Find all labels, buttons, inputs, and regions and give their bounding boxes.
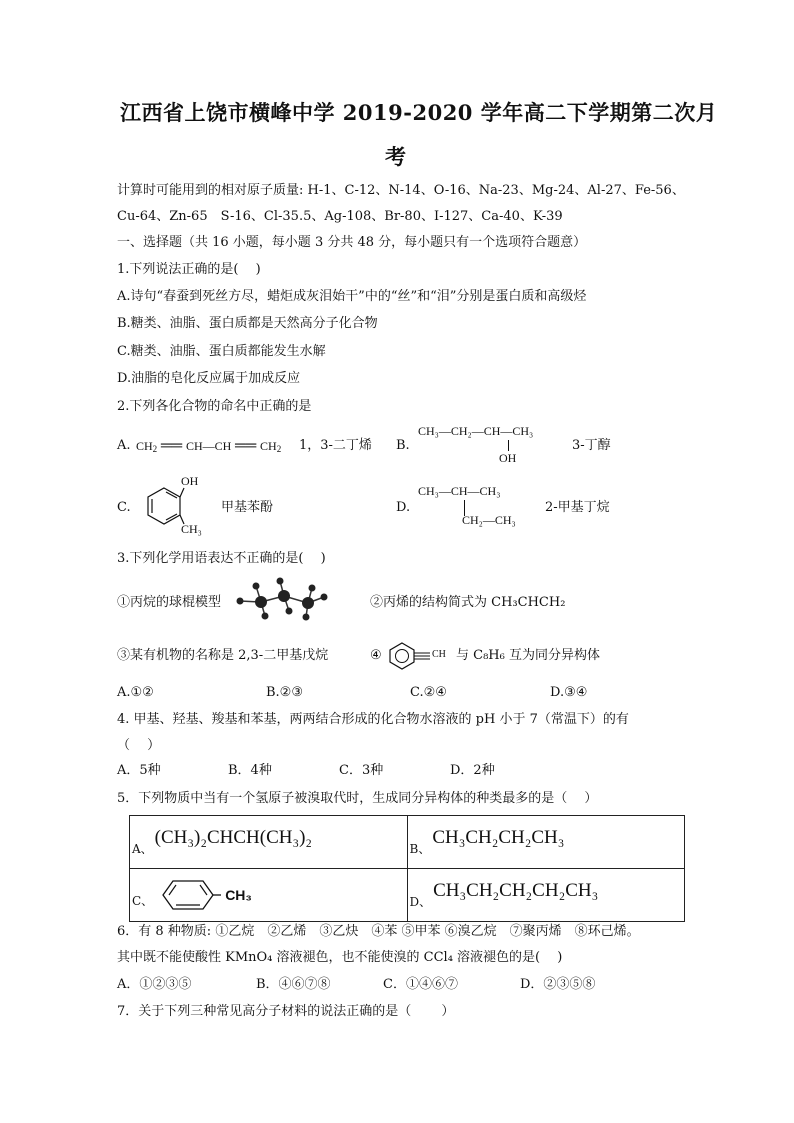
q3-item3: ③某有机物的名称是 2,3-二甲基戊烷 xyxy=(117,648,329,663)
q6-option-b: B．④⑥⑦⑧ xyxy=(256,977,331,992)
q3-option-d: D.③④ xyxy=(550,685,588,700)
q5-option-a: A、 (CH₃)₂CHCH(CH₃)₂ xyxy=(130,816,408,869)
q2-c-oh: OH xyxy=(181,474,199,488)
toluene-ring xyxy=(155,875,225,915)
benzene-ring xyxy=(148,488,180,524)
q3-option-c: C.②④ xyxy=(410,685,447,700)
q2-b-label: B. xyxy=(396,438,410,453)
q2-d-name: 2-甲基丁烷 xyxy=(545,500,610,515)
carbon-atom xyxy=(255,596,267,608)
atomic-masses-line2: Cu-64、Zn-65 S-16、Cl-35.5、Ag-108、Br-80、I-127、Ca-40、K-39 xyxy=(117,209,563,224)
page-title-continued: 考 xyxy=(385,144,407,169)
q3-option-b: B.②③ xyxy=(266,685,303,700)
q5-option-b: B、 CH₃CH₂CH₂CH₃ xyxy=(407,816,685,869)
q4-option-c: C．3种 xyxy=(339,763,384,778)
hydrogen-atom xyxy=(309,585,316,592)
q2-d-top: CH₃—CH—CH₃ xyxy=(418,484,501,498)
hydrogen-atom xyxy=(262,613,269,620)
q4-option-a: A．5种 xyxy=(117,763,161,778)
q3-item4-ch: CH xyxy=(432,649,446,660)
benzene-ring xyxy=(390,643,414,669)
q6-line2: 其中既不能使酸性 KMnO₄ 溶液褪色，也不能使溴的 CCl₄ 溶液褪色的是( ) xyxy=(117,950,563,965)
q1-option-b: B.糖类、油脂、蛋白质都是天然高分子化合物 xyxy=(117,316,378,331)
q2-b-chain: CH₃—CH₂—CH—CH₃ xyxy=(418,424,534,438)
aromatic-circle xyxy=(396,650,409,663)
q2-b-bond xyxy=(508,440,509,451)
q2-a-label: A. xyxy=(117,438,131,453)
q5-options-table xyxy=(129,815,685,922)
q3-stem: 3.下列化学用语表达不正确的是( ) xyxy=(117,551,326,566)
q2-b-oh: OH xyxy=(499,451,517,465)
q5-a-formula: (CH₃)₂CHCH(CH₃)₂ xyxy=(154,827,313,848)
hydrogen-atom xyxy=(303,614,310,621)
q5-d-formula: CH₃CH₂CH₂CH₂CH₃ xyxy=(433,880,599,901)
carbon-atom xyxy=(302,597,314,609)
q2-stem: 2.下列各化合物的命名中正确的是 xyxy=(117,399,312,414)
q2-c-ch3: CH₃ xyxy=(181,522,202,536)
hydrogen-atom xyxy=(321,594,328,601)
q4-option-d: D．2种 xyxy=(450,763,495,778)
q1-stem: 1.下列说法正确的是( ) xyxy=(117,262,261,277)
q2-d-bottom: CH₂—CH₃ xyxy=(462,513,516,527)
q1-option-c: C.糖类、油脂、蛋白质都能发生水解 xyxy=(117,344,326,359)
q3-item4-prefix: ④ xyxy=(370,648,382,663)
q2-c-name: 甲基苯酚 xyxy=(221,500,274,515)
q3-item4-suffix: 与 C₈H₆ 互为同分异构体 xyxy=(456,648,600,663)
section-heading: 一、选择题（共 16 小题，每小题 3 分共 48 分，每小题只有一个选项符合题意） xyxy=(117,235,587,250)
page-title: 江西省上饶市横峰中学 2019-2020 学年高二下学期第二次月 xyxy=(120,100,718,125)
q5-stem: 5．下列物质中当有一个氢原子被溴取代时，生成同分异构体的种类最多的是（ ） xyxy=(117,791,598,806)
q3-item1: ①丙烷的球棍模型 xyxy=(117,595,222,610)
q6-option-a: A．①②③⑤ xyxy=(117,977,192,992)
propane-ball-stick-model xyxy=(232,576,332,622)
q5-option-d: D、 CH₃CH₂CH₂CH₂CH₃ xyxy=(407,869,685,922)
hydrogen-atom xyxy=(286,608,293,615)
q3-option-a: A.①② xyxy=(117,685,154,700)
q3-item2: ②丙烯的结构简式为 CH₃CHCH₂ xyxy=(370,595,566,610)
q2-a-formula: $CH_2$ ══ CH—CH ══ $CH_2$ xyxy=(136,438,282,454)
q7-stem: 7．关于下列三种常见高分子材料的说法正确的是（ ） xyxy=(117,1004,455,1019)
q6-option-d: D．②③⑤⑧ xyxy=(520,977,596,992)
q6-stem: 6．有 8 种物质: ①乙烷 ②乙烯 ③乙炔 ④苯 ⑤甲苯 ⑥溴乙烷 ⑦聚丙烯 ⑧环己烯。 xyxy=(117,924,640,939)
q1-option-d: D.油脂的皂化反应属于加成反应 xyxy=(117,371,301,386)
q1-option-a: A.诗句“春蚕到死丝方尽，蜡炬成灰泪始干”中的“丝”和“泪”分别是蛋白质和高级烃 xyxy=(117,289,587,304)
atomic-masses-line1: 计算时可能用到的相对原子质量: H-1、C-12、N-14、O-16、Na-23、Mg-24、Al-27、Fe-56、 xyxy=(117,183,685,198)
hydrogen-atom xyxy=(237,598,244,605)
q5-b-formula: CH₃CH₂CH₂CH₃ xyxy=(432,827,565,848)
hydrogen-atom xyxy=(253,583,260,590)
oh-bond xyxy=(180,488,184,497)
q2-a-name: 1，3-二丁烯 xyxy=(299,438,372,453)
q2-c-label: C. xyxy=(117,500,131,515)
q4-option-b: B．4种 xyxy=(228,763,272,778)
q5-c-group: CH₃ xyxy=(225,887,252,903)
carbon-atom xyxy=(278,590,290,602)
q4-stem: 4. 甲基、羟基、羧基和苯基，两两结合形成的化合物水溶液的 pH 小于 7（常温下）的有 xyxy=(117,712,629,727)
q6-option-c: C．①④⑥⑦ xyxy=(383,977,458,992)
q4-bracket: （ ） xyxy=(117,738,161,753)
q5-option-c: C、 CH₃ xyxy=(130,869,408,922)
q2-b-name: 3-丁醇 xyxy=(572,438,611,453)
q2-d-label: D. xyxy=(396,500,411,515)
hydrogen-atom xyxy=(277,578,284,585)
